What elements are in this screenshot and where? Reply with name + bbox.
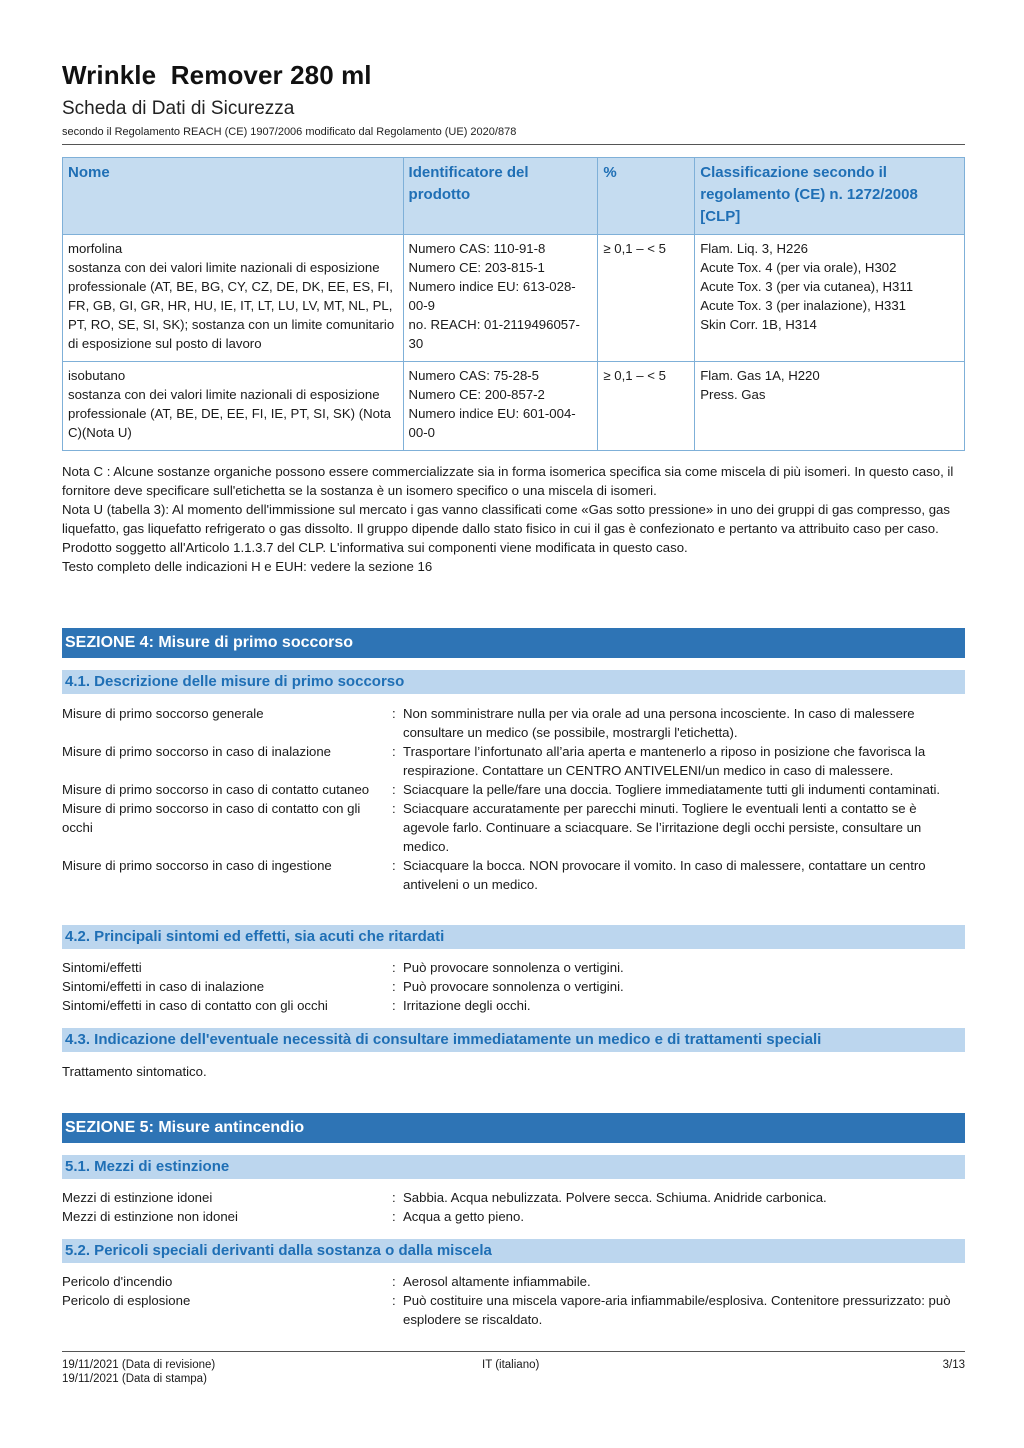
row-label: Pericolo di esplosione <box>62 1293 191 1308</box>
row-value: Trasportare l’infortunato all’aria aperta e mantenerlo a riposo in posizione che favorisca la respirazione. Contattare un CENTRO ANTIVELENI/un medico in caso di malessere. <box>403 744 926 778</box>
table-row <box>63 235 965 362</box>
row-value: Sciacquare accuratamente per parecchi minuti. Togliere le eventuali lenti a contatto se è agevole farlo. Continuare a sciacquare. Se l’irritazione degli occhi persiste, consultare un medico. <box>403 801 922 854</box>
row-value: Sabbia. Acqua nebulizzata. Polvere secca. Schiuma. Anidride carbonica. <box>403 1190 827 1205</box>
section-4-heading: SEZIONE 4: Misure di primo soccorso <box>62 628 965 658</box>
reach-number: no. REACH: 01-2119496057-30 <box>408 317 580 351</box>
row-label: Mezzi di estinzione idonei <box>62 1190 213 1205</box>
col-header-identifier: Identificatore del prodotto <box>403 158 598 235</box>
row-value: Sciacquare la bocca. NON provocare il vomito. In caso di malessere, contattare un centro antiveleni o un medico. <box>403 858 926 892</box>
row-value: Può costituire una miscela vapore-aria infiammabile/esplosiva. Contenitore pressurizzato: può esplodere se riscaldato. <box>403 1293 951 1327</box>
ce-number: Numero CE: 200-857-2 <box>408 387 545 402</box>
list-item <box>62 1272 965 1291</box>
row-label: Misure di primo soccorso in caso di inalazione <box>62 744 331 759</box>
table-header-row <box>63 158 965 235</box>
ce-number: Numero CE: 203-815-1 <box>408 260 545 275</box>
row-separator: : <box>392 979 396 994</box>
row-value: Sciacquare la pelle/fare una doccia. Togliere immediatamente tutti gli indumenti contaminati. <box>403 782 941 797</box>
print-date: 19/11/2021 (Data di stampa) <box>62 1373 207 1385</box>
row-label: Sintomi/effetti in caso di contatto con gli occhi <box>62 998 328 1013</box>
row-separator: : <box>392 782 396 797</box>
substance-description: sostanza con dei valori limite nazionali di esposizione professionale (AT, BE, BG, CY, CZ, DE, DK, EE, ES, FI, FR, GB, GI, GR, HR, HU, IE, IT, LT, LU, LV, MT, NL, PL, PT, RO, SE, SI, SK); sostanza con un limite comunitario di esposizione sul posto di lavoro <box>68 260 395 351</box>
classification-item: Flam. Liq. 3, H226 <box>700 241 808 256</box>
cell-name <box>63 362 404 451</box>
classification-item: Skin Corr. 1B, H314 <box>700 317 817 332</box>
row-separator: : <box>392 1293 396 1308</box>
document-subtitle: Scheda di Dati di Sicurezza <box>62 98 295 119</box>
composition-table <box>62 157 965 451</box>
symptoms-list <box>62 958 965 1015</box>
row-separator: : <box>392 858 396 873</box>
row-value: Non somministrare nulla per via orale ad una persona incosciente. In caso di malessere consultare un medico (se possibile, mostrargli l'etichetta). <box>403 706 915 740</box>
substance-name: isobutano <box>68 368 126 383</box>
page-number: 3/13 <box>942 1359 965 1371</box>
section-5-heading: SEZIONE 5: Misure antincendio <box>62 1113 965 1143</box>
col-header-name: Nome <box>63 158 404 235</box>
row-label: Mezzi di estinzione non idonei <box>62 1209 238 1224</box>
classification-item: Flam. Gas 1A, H220 <box>700 368 820 383</box>
subsection-5-2-heading: 5.2. Pericoli speciali derivanti dalla sostanza o dalla miscela <box>62 1239 965 1263</box>
cell-identifiers <box>403 362 598 451</box>
extinguishing-media-list <box>62 1188 965 1226</box>
header-divider <box>62 144 965 145</box>
row-separator: : <box>392 744 396 759</box>
subsection-4-2-heading: 4.2. Principali sintomi ed effetti, sia acuti che ritardati <box>62 925 965 949</box>
row-label: Misure di primo soccorso in caso di ingestione <box>62 858 332 873</box>
row-label: Sintomi/effetti in caso di inalazione <box>62 979 265 994</box>
list-item <box>62 856 965 894</box>
footer-divider <box>62 1351 965 1352</box>
list-item <box>62 704 965 742</box>
note-clp-article: Prodotto soggetto all'Articolo 1.1.3.7 del CLP. L'informativa sui componenti viene modificata in questo caso. <box>62 540 688 555</box>
regulation-reference: secondo il Regolamento REACH (CE) 1907/2006 modificato dal Regolamento (UE) 2020/878 <box>62 126 517 138</box>
footer-language: IT (italiano) <box>482 1359 540 1371</box>
list-item <box>62 977 965 996</box>
note-h-statements: Testo completo delle indicazioni H e EUH: vedere la sezione 16 <box>62 559 433 574</box>
substance-name: morfolina <box>68 241 123 256</box>
cell-identifiers <box>403 235 598 362</box>
special-treatment-text: Trattamento sintomatico. <box>62 1064 207 1079</box>
row-value: Acqua a getto pieno. <box>403 1209 524 1224</box>
subsection-4-3-heading: 4.3. Indicazione dell'eventuale necessità di consultare immediatamente un medico e di trattamenti speciali <box>62 1028 965 1052</box>
substance-description: sostanza con dei valori limite nazionali di esposizione professionale (AT, BE, DE, EE, FI, IE, PT, SI, SK) (Nota C)(Nota U) <box>68 387 391 440</box>
footer-dates <box>62 1358 215 1386</box>
classification-item: Acute Tox. 4 (per via orale), H302 <box>700 260 897 275</box>
row-label: Misure di primo soccorso generale <box>62 706 264 721</box>
row-separator: : <box>392 1274 396 1289</box>
list-item <box>62 958 965 977</box>
cas-number: Numero CAS: 75-28-5 <box>408 368 540 383</box>
list-item <box>62 1291 965 1329</box>
cas-number: Numero CAS: 110-91-8 <box>408 241 546 256</box>
first-aid-measures-list <box>62 704 965 894</box>
cell-percent: ≥ 0,1 – < 5 <box>598 362 695 451</box>
row-value: Può provocare sonnolenza o vertigini. <box>403 979 624 994</box>
cell-name <box>63 235 404 362</box>
col-header-percent: % <box>598 158 695 235</box>
eu-index-number: Numero indice EU: 613-028-00-9 <box>408 279 576 313</box>
row-value: Irritazione degli occhi. <box>403 998 531 1013</box>
note-c: Nota C : Alcune sostanze organiche possono essere commercializzate sia in forma isomerica specifica sia come miscela di più isomeri. In questo caso, il fornitore deve specificare sull'etichetta se la sostanza è un isomero specifico o una miscela di isomeri. <box>62 464 954 498</box>
revision-date: 19/11/2021 (Data di revisione) <box>62 1359 216 1371</box>
classification-item: Acute Tox. 3 (per inalazione), H331 <box>700 298 906 313</box>
table-row <box>63 362 965 451</box>
row-separator: : <box>392 801 396 816</box>
cell-classification <box>695 362 965 451</box>
cell-classification <box>695 235 965 362</box>
row-label: Pericolo d'incendio <box>62 1274 173 1289</box>
subsection-5-1-heading: 5.1. Mezzi di estinzione <box>62 1155 965 1179</box>
row-value: Può provocare sonnolenza o vertigini. <box>403 960 624 975</box>
row-label: Misure di primo soccorso in caso di contatto cutaneo <box>62 782 370 797</box>
list-item <box>62 1207 965 1226</box>
classification-item: Acute Tox. 3 (per via cutanea), H311 <box>700 279 914 294</box>
row-separator: : <box>392 998 396 1013</box>
classification-item: Press. Gas <box>700 387 766 402</box>
row-separator: : <box>392 1209 396 1224</box>
list-item <box>62 742 965 780</box>
row-separator: : <box>392 706 396 721</box>
row-separator: : <box>392 960 396 975</box>
list-item <box>62 1188 965 1207</box>
special-hazards-list <box>62 1272 965 1329</box>
cell-percent: ≥ 0,1 – < 5 <box>598 235 695 362</box>
eu-index-number: Numero indice EU: 601-004-00-0 <box>408 406 576 440</box>
list-item <box>62 996 965 1015</box>
col-header-classification: Classificazione secondo il regolamento (CE) n. 1272/2008 [CLP] <box>695 158 965 235</box>
row-value: Aerosol altamente infiammabile. <box>403 1274 591 1289</box>
note-u: Nota U (tabella 3): Al momento dell'immissione sul mercato i gas vanno classificati come «Gas sotto pressione» in uno dei gruppi di gas compresso, gas liquefatto, gas liquefatto refrigerato o gas dissolto. Il gruppo dipende dallo stato fisico in cui il gas è confezionato e pertanto va attribuito caso per caso. <box>62 502 950 536</box>
row-separator: : <box>392 1190 396 1205</box>
subsection-4-1-heading: 4.1. Descrizione delle misure di primo soccorso <box>62 670 965 694</box>
list-item <box>62 799 965 856</box>
composition-notes <box>62 462 965 576</box>
row-label: Sintomi/effetti <box>62 960 142 975</box>
row-label: Misure di primo soccorso in caso di contatto con gli occhi <box>62 801 361 835</box>
list-item <box>62 780 965 799</box>
document-title: Wrinkle Remover 280 ml <box>62 60 372 90</box>
